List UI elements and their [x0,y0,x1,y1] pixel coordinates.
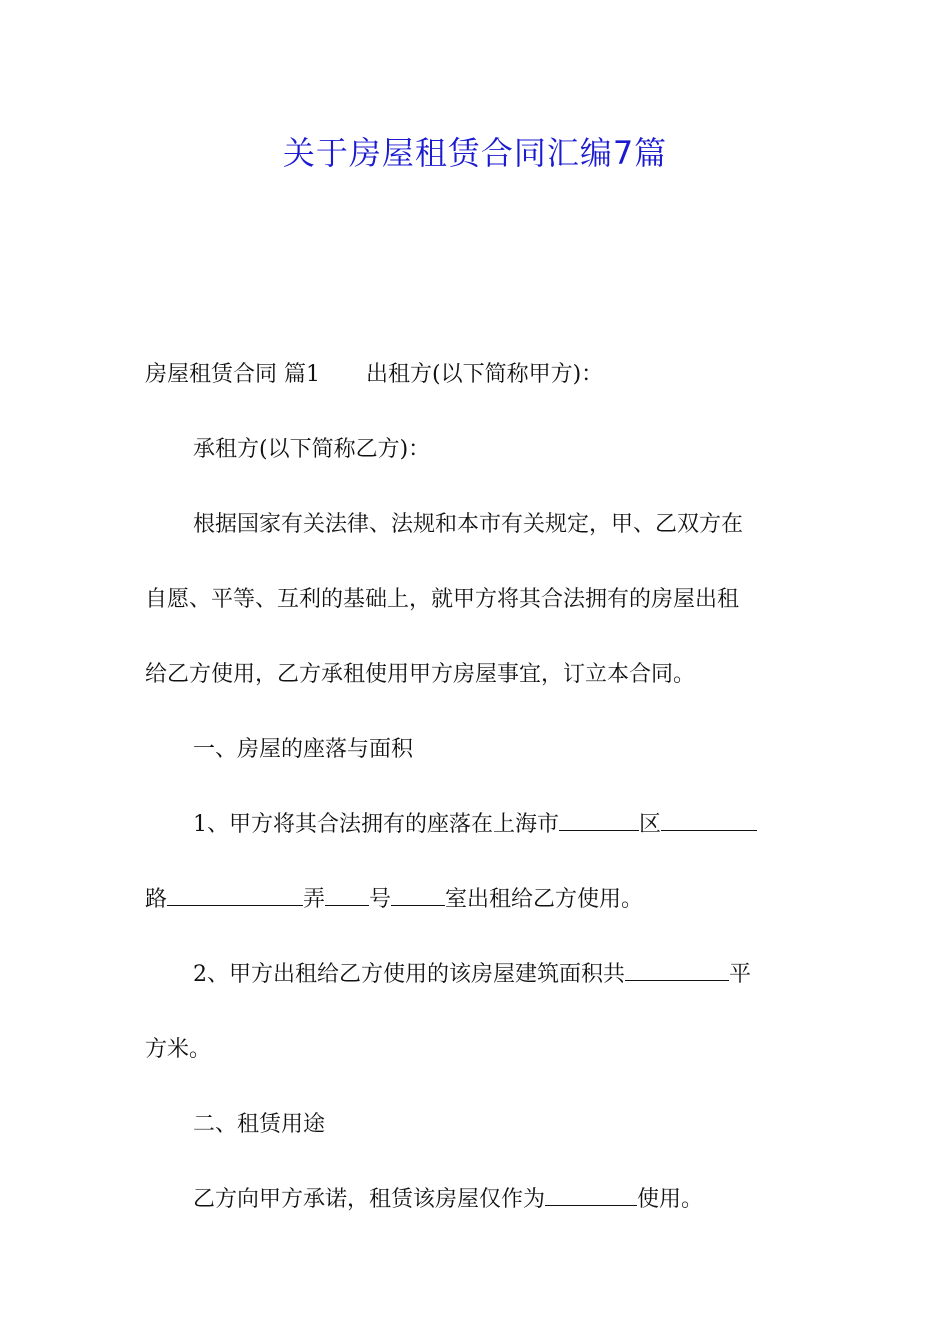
clause-text: 平 [729,962,752,987]
lane-blank [167,885,303,906]
clause-text: 乙方向甲方承诺，租赁该房屋仅作为 [193,1187,546,1212]
lessor-label: 出租方(以下简称甲方)： [366,362,604,387]
lessee-line [145,412,810,487]
area-blank [625,960,729,981]
road-blank [661,810,757,831]
section-heading: 一、房屋的座落与面积 [193,737,414,762]
clause-text: 室出租给乙方使用。 [445,887,644,912]
section-heading: 二、租赁用途 [193,1112,326,1137]
document-body [145,337,810,1237]
preamble-line-1 [145,487,810,562]
room-blank [391,885,445,906]
clause-text: 弄 [303,887,326,912]
clause-1-2-line-1 [145,937,810,1012]
section-2-heading [145,1087,810,1162]
lessee-label: 承租方(以下简称乙方)： [193,437,431,462]
clause-text: 使用。 [637,1187,704,1212]
intro-line [145,337,810,412]
clause-text: 区 [639,812,662,837]
preamble-line-2 [145,562,810,637]
clause-1-2-line-2 [145,1012,810,1087]
clause-1-1-line-1 [145,787,810,862]
clause-text: 路 [145,887,168,912]
district-blank [559,810,639,831]
usage-blank [545,1185,637,1206]
preamble-text: 根据国家有关法律、法规和本市有关规定，甲、乙双方在 [193,512,744,537]
clause-text: 2、甲方出租给乙方使用的该房屋建筑面积共 [193,962,625,987]
clause-text: 方米。 [145,1037,212,1062]
clause-2-line [145,1162,810,1237]
clause-1-1-line-2 [145,862,810,937]
clause-text: 号 [369,887,392,912]
clause-text: 1、甲方将其合法拥有的座落在上海市 [193,812,559,837]
document-title: 关于房屋租赁合同汇编7篇 [282,134,668,172]
number-blank [325,885,369,906]
preamble-text: 自愿、平等、互利的基础上，就甲方将其合法拥有的房屋出租 [145,587,740,612]
preamble-line-3 [145,637,810,712]
section-1-heading [145,712,810,787]
preamble-text: 给乙方使用，乙方承租使用甲方房屋事宜，订立本合同。 [145,662,696,687]
contract-heading: 房屋租赁合同 篇1 [145,362,320,387]
